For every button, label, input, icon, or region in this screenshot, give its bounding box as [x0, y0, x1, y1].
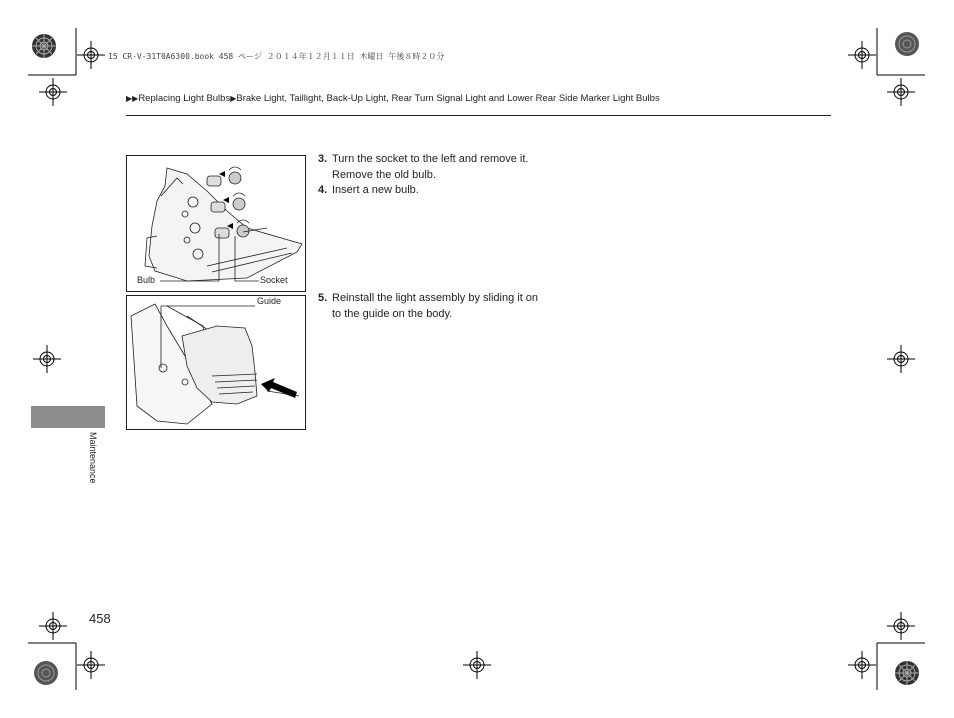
taillight-illustration	[127, 156, 305, 291]
section-tab[interactable]	[31, 406, 105, 428]
socket-label: Socket	[260, 275, 288, 285]
step-text: Insert a new bulb.	[332, 184, 419, 196]
step-5	[318, 291, 578, 307]
steps-3-4	[318, 152, 578, 199]
page-number: 458	[89, 611, 111, 626]
print-header: 15 CR-V-31T0A6300.book 458 ページ ２０１４年１２月１１日 木曜日 午後８時２０分	[108, 52, 445, 61]
breadcrumb-section[interactable]: Replacing Light Bulbs	[138, 93, 231, 104]
breadcrumb-subsection: Brake Light, Taillight, Back-Up Light, Rear Turn Signal Light and Lower Rear Side Marker Light Bulbs	[236, 93, 660, 104]
guide-illustration	[127, 296, 305, 429]
step-5-block	[318, 291, 578, 322]
step-number: 5.	[318, 292, 328, 304]
breadcrumb-arrow: ▶▶	[126, 94, 139, 103]
step-number: 4.	[318, 184, 328, 196]
step-3	[318, 152, 578, 168]
step-text: Turn the socket to the left and remove it.	[332, 153, 529, 165]
bulb-label: Bulb	[137, 275, 156, 285]
section-tab-label: Maintenance	[88, 432, 98, 484]
step-text: Reinstall the light assembly by sliding it on	[332, 292, 539, 304]
taillight-socket-figure	[126, 155, 306, 292]
header-rule	[126, 115, 831, 116]
step-4	[318, 183, 578, 199]
guide-reinstall-figure	[126, 295, 306, 430]
step-number: 3.	[318, 153, 328, 165]
breadcrumb-separator: ▶	[230, 94, 237, 103]
breadcrumb	[126, 93, 660, 104]
step-3-continued: Remove the old bulb.	[332, 168, 436, 181]
step-5-continued: to the guide on the body.	[332, 307, 453, 320]
guide-label: Guide	[257, 296, 282, 306]
